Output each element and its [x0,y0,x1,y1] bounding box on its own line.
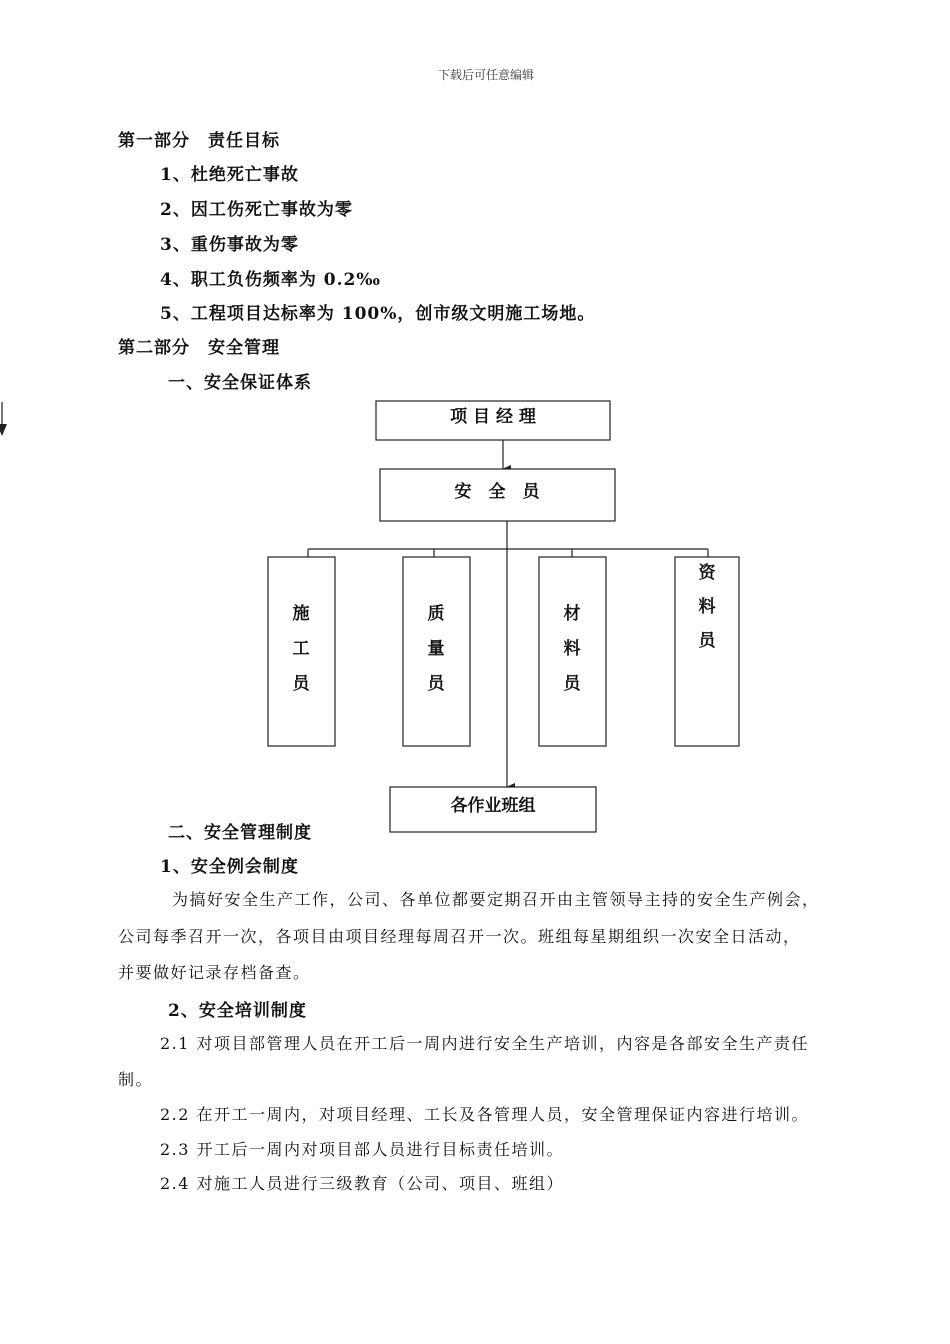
goal-item-1: 1、杜绝死亡事故 [160,165,299,185]
sub1-line-3: 并要做好记录存档备查。 [118,963,311,982]
box-document-clerk [675,557,739,746]
label-member-2-char-2: 量 [427,639,445,659]
label-work-teams: 各作业班组 [450,796,536,816]
training-item-1-cont: 制。 [118,1070,154,1089]
goal-item-4: 4、职工负伤频率为 0.2‰ [160,270,381,290]
label-member-3-char-1: 材 [563,604,581,624]
goal-item-3: 3、重伤事故为零 [160,235,299,255]
section-safety-rules: 二、安全管理制度 [168,823,312,843]
label-project-manager: 项 目 经 理 [450,407,536,427]
label-member-1-char-3: 员 [292,674,310,694]
sub1-line-2: 公司每季召开一次，各项目由项目经理每周召开一次。班组每星期组织一次安全日活动， [118,927,801,946]
sub1-title: 1、安全例会制度 [160,857,299,877]
page-header-note: 下载后可任意编辑 [438,68,535,82]
label-member-4-char-2: 料 [698,597,716,617]
label-member-3-char-3: 员 [563,674,581,694]
part1-title: 第一部分 责任目标 [118,131,280,151]
label-member-4-char-3: 员 [698,631,716,651]
training-item-3: 2.3 开工后一周内对项目部人员进行目标责任培训。 [160,1140,565,1159]
label-safety-officer: 安 全 员 [454,482,540,502]
training-item-1: 2.1 对项目部管理人员在开工后一周内进行安全生产培训，内容是各部安全生产责任 [160,1034,810,1053]
training-item-2: 2.2 在开工一周内，对项目经理、工长及各管理人员，安全管理保证内容进行培训。 [160,1105,810,1124]
label-member-1-char-1: 施 [292,604,310,624]
goal-item-5: 5、工程项目达标率为 100%，创市级文明施工场地。 [160,304,596,324]
part2-title: 第二部分 安全管理 [118,338,280,358]
goal-item-2: 2、因工伤死亡事故为零 [160,200,353,220]
sub1-line-1: 为搞好安全生产工作，公司、各单位都要定期召开由主管领导主持的安全生产例会， [172,890,820,909]
label-member-3-char-2: 料 [563,639,581,659]
section-safety-system: 一、安全保证体系 [168,373,312,393]
label-member-2-char-1: 质 [427,604,445,624]
training-item-4: 2.4 对施工人员进行三级教育（公司、项目、班组） [160,1174,565,1193]
label-member-1-char-2: 工 [292,639,310,659]
label-member-4-char-1: 资 [698,563,716,583]
margin-arrow-head [0,424,7,436]
label-member-2-char-3: 员 [427,674,445,694]
sub2-title: 2、安全培训制度 [168,1001,307,1021]
